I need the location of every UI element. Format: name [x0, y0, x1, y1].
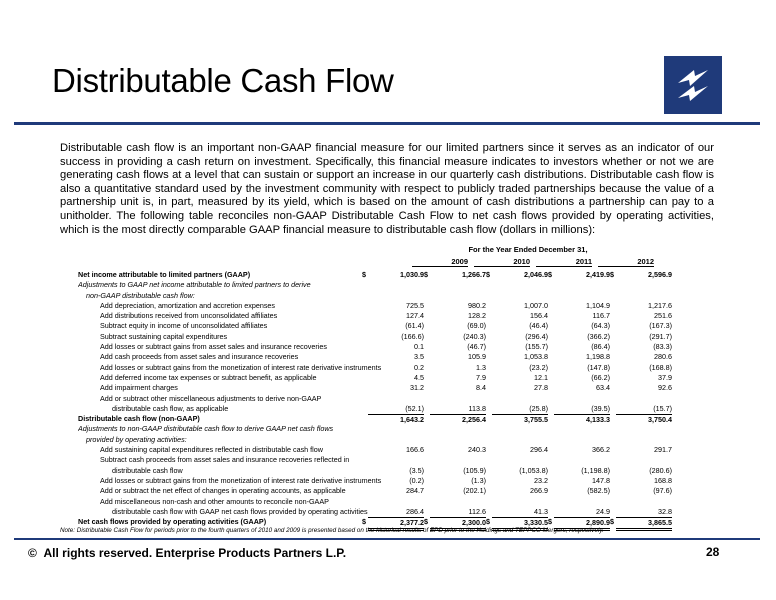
table-cell: (0.2) — [409, 475, 424, 485]
table-cell: 240.3 — [468, 445, 486, 455]
table-cell: (15.7) — [653, 403, 672, 413]
currency-symbol: $ — [424, 517, 428, 527]
table-cell: 63.4 — [596, 383, 610, 393]
table-row — [78, 270, 672, 280]
table-cell: (46.7) — [467, 342, 486, 352]
table-cell: (3.5) — [409, 465, 424, 475]
row-label: Add or subtract other miscellaneous adjustments to derive non-GAAP — [100, 393, 322, 403]
table-row — [78, 465, 672, 476]
table-cell: 128.2 — [468, 311, 486, 321]
table-cell: (202.1) — [463, 486, 486, 496]
row-label: Add sustaining capital expenditures reflected in distributable cash flow — [100, 445, 323, 455]
table-row — [78, 435, 662, 445]
table-row — [78, 455, 662, 465]
table-cell: 12.1 — [534, 372, 548, 382]
table-cell: 4.5 — [414, 372, 424, 382]
table-row — [78, 342, 672, 352]
table-cell: (69.0) — [467, 321, 486, 331]
table-cell: 32.8 — [658, 506, 672, 516]
table-cell: 8.4 — [476, 383, 486, 393]
currency-symbol: $ — [610, 270, 614, 279]
table-cell: 2,256.4 — [430, 414, 486, 425]
table-cell: 1,266.7 — [462, 270, 486, 279]
row-label: Subtract sustaining capital expenditures — [100, 331, 228, 341]
table-cell: 127.4 — [406, 311, 424, 321]
table-cell: 27.8 — [534, 383, 548, 393]
enterprise-logo-icon — [664, 56, 722, 114]
table-row — [78, 331, 672, 342]
table-row — [78, 414, 672, 425]
table-cell: 31.2 — [410, 383, 424, 393]
table-cell: 2,046.9 — [524, 270, 548, 279]
table-cell: 168.8 — [654, 475, 672, 485]
row-label: Add cash proceeds from asset sales and insurance recoveries — [100, 352, 299, 362]
table-cell: 113.8 — [468, 403, 486, 413]
table-row — [78, 486, 672, 496]
table-cell: 41.3 — [534, 506, 548, 516]
table-cell: (582.5) — [587, 486, 610, 496]
table-row — [78, 394, 662, 404]
currency-symbol: $ — [362, 517, 366, 527]
currency-symbol: $ — [486, 270, 490, 279]
table-cell: (97.6) — [653, 486, 672, 496]
table-cell: 280.6 — [654, 352, 672, 362]
intro-paragraph: Distributable cash flow is an important non-GAAP financial measure for our limited partners since it serves as an indicator of our success in providing a cash return on investment. Specifically, this financial measure indicates to investors whether or not we are generating cash flows at a level that can sustain or support an increase in our quarterly cash distributions. Distributable cash flow is also a quantitative standard used by the investment community with respect to publicly traded partnerships because the value of a partnership unit is, in part, measured by its yield, which is based on the amount of cash distributions a partnership can pay to a unitholder. The following table reconciles non-GAAP Distributable Cash Flow to net cash flows provided by operating activities, which is the most directly comparable GAAP financial measure to distributable cash flow (dollars in millions): — [60, 142, 714, 236]
table-cell: 112.6 — [468, 506, 486, 516]
table-cell: (64.3) — [591, 321, 610, 331]
table-row — [78, 352, 672, 362]
table-cell: 105.9 — [468, 352, 486, 362]
row-label: Net cash flows provided by operating activities (GAAP) — [78, 517, 267, 527]
table-cell: 23.2 — [534, 475, 548, 485]
table-cell: (46.4) — [529, 321, 548, 331]
table-cell: 4,133.3 — [554, 414, 610, 425]
page-number: 28 — [706, 545, 720, 559]
year-header: 2012 — [598, 257, 654, 267]
row-label: Add depreciation, amortization and accretion expenses — [100, 300, 276, 310]
table-row — [78, 424, 662, 434]
table-cell: (66.2) — [591, 372, 610, 382]
row-label: Subtract cash proceeds from asset sales and insurance recoveries reflected in — [100, 455, 350, 465]
table-cell: (61.4) — [405, 321, 424, 331]
header-rule — [14, 122, 760, 125]
table-cell: (23.2) — [529, 362, 548, 372]
row-label: provided by operating activities: — [86, 434, 187, 444]
currency-symbol: $ — [424, 270, 428, 279]
table-cell: 266.9 — [530, 486, 548, 496]
currency-symbol: $ — [362, 270, 366, 279]
row-label: Net income attributable to limited partners (GAAP) — [78, 270, 251, 279]
table-cell: 7.9 — [476, 372, 486, 382]
table-note: Note: Distributable Cash Flow for periods prior to the fourth quarters of 2010 and 2009 is presented based on the historical results of EPD prior to the Holdings and TEPPCO Mergers, respectively. — [60, 527, 604, 534]
row-label: Add losses or subtract gains from the monetization of interest rate derivative instruments — [100, 475, 382, 485]
table-cell: 1,198.8 — [586, 352, 610, 362]
currency-symbol: $ — [548, 517, 552, 527]
row-label: Add or subtract the net effect of changes in operating accounts, as applicable — [100, 486, 346, 496]
table-cell: (240.3) — [463, 331, 486, 341]
table-cell: 3,865.5 — [616, 517, 672, 531]
row-label: Add impairment charges — [100, 383, 178, 393]
table-cell: (155.7) — [525, 342, 548, 352]
table-cell: (105.9) — [463, 465, 486, 475]
table-cell: (83.3) — [653, 342, 672, 352]
table-cell: (86.4) — [591, 342, 610, 352]
table-row — [78, 291, 662, 301]
table-cell: (166.6) — [401, 331, 424, 341]
copyright-icon: © — [28, 546, 37, 560]
table-row — [78, 372, 672, 383]
table-cell: 1,217.6 — [648, 300, 672, 310]
table-row — [78, 506, 672, 517]
table-cell: 1,104.9 — [586, 300, 610, 310]
table-cell: (296.4) — [525, 331, 548, 341]
row-label: Add losses or subtract gains from asset sales and insurance recoveries — [100, 342, 327, 352]
row-label: Add distributions received from unconsolidated affiliates — [100, 311, 278, 321]
table-cell: (39.5) — [591, 403, 610, 413]
table-cell: 284.7 — [406, 486, 424, 496]
table-row — [78, 300, 672, 311]
table-row — [78, 497, 662, 507]
table-row — [78, 321, 672, 331]
table-cell: (1,198.8) — [581, 465, 610, 475]
table-cell: 37.9 — [658, 372, 672, 382]
row-label: Add deferred income tax expenses or subtract benefit, as applicable — [100, 372, 317, 382]
table-cell: (291.7) — [649, 331, 672, 341]
table-cell: 147.8 — [592, 475, 610, 485]
year-header-row — [78, 257, 662, 267]
table-cell: (167.3) — [649, 321, 672, 331]
table-cell: 2,419.9 — [586, 270, 610, 279]
footer-rule — [14, 538, 760, 540]
page-title: Distributable Cash Flow — [52, 62, 394, 99]
table-cell: (147.8) — [587, 362, 610, 372]
row-label: Add miscellaneous non-cash and other amounts to reconcile non-GAAP — [100, 496, 329, 506]
table-row — [78, 517, 672, 528]
table-row — [78, 445, 672, 455]
table-cell: 0.1 — [414, 342, 424, 352]
table-cell: 291.7 — [654, 445, 672, 455]
table-cell: 1,007.0 — [524, 300, 548, 310]
table-cell: (280.6) — [649, 465, 672, 475]
copyright-footer — [28, 546, 346, 560]
table-cell: 166.6 — [406, 445, 424, 455]
period-header: For the Year Ended December 31, — [468, 245, 588, 254]
table-cell: 251.6 — [654, 311, 672, 321]
row-label: Distributable cash flow (non-GAAP) — [78, 414, 200, 424]
table-cell: 1,643.2 — [368, 414, 424, 425]
table-cell: 1,030.9 — [400, 270, 424, 279]
row-label: Adjustments to non-GAAP distributable cash flow to derive GAAP net cash flows — [78, 424, 334, 434]
table-cell: 3.5 — [414, 352, 424, 362]
row-label: Adjustments to GAAP net income attributable to limited partners to derive — [78, 280, 311, 290]
year-header: 2010 — [474, 257, 530, 267]
table-cell: 24.9 — [596, 506, 610, 516]
table-cell: 1,053.8 — [524, 352, 548, 362]
table-cell: (52.1) — [405, 403, 424, 413]
currency-symbol: $ — [486, 517, 490, 527]
table-cell: 2,596.9 — [648, 270, 672, 279]
table-cell: (168.8) — [649, 362, 672, 372]
currency-symbol: $ — [610, 517, 614, 527]
table-cell: (1.3) — [471, 475, 486, 485]
table-body — [78, 270, 672, 528]
table-row — [78, 311, 672, 321]
table-cell: 92.6 — [658, 383, 672, 393]
table-cell: 286.4 — [406, 506, 424, 516]
table-cell: 296.4 — [530, 445, 548, 455]
table-cell: 116.7 — [592, 311, 610, 321]
year-header: 2011 — [536, 257, 592, 267]
row-label: distributable cash flow — [112, 465, 183, 475]
row-label: Subtract equity in income of unconsolidated affiliates — [100, 321, 268, 331]
table-cell: (25.8) — [529, 403, 548, 413]
table-row — [78, 475, 672, 486]
table-cell: 3,750.4 — [616, 414, 672, 425]
table-cell: 2,890.9 — [554, 517, 610, 531]
table-cell: 2,300.0 — [430, 517, 486, 531]
year-header: 2009 — [412, 257, 468, 267]
row-label: non-GAAP distributable cash flow: — [86, 290, 195, 300]
table-cell: 156.4 — [530, 311, 548, 321]
table-row — [78, 362, 672, 373]
table-cell: 2,377.2 — [368, 517, 424, 531]
copyright-text: All rights reserved. Enterprise Products Partners L.P. — [43, 546, 347, 560]
table-cell: 0.2 — [414, 362, 424, 372]
row-label: Add losses or subtract gains from the monetization of interest rate derivative instruments — [100, 362, 382, 372]
table-cell: 980.2 — [468, 300, 486, 310]
table-cell: 3,330.5 — [492, 517, 548, 531]
row-label: distributable cash flow with GAAP net cash flows provided by operating activities — [112, 506, 368, 516]
row-label: distributable cash flow, as applicable — [112, 403, 229, 413]
table-cell: (366.2) — [587, 331, 610, 341]
table-cell: 1.3 — [476, 362, 486, 372]
table-row — [78, 383, 672, 393]
table-cell: 725.5 — [406, 300, 424, 310]
currency-symbol: $ — [548, 270, 552, 279]
table-cell: 3,755.5 — [492, 414, 548, 425]
table-row — [78, 403, 672, 414]
table-cell: (1,053.8) — [519, 465, 548, 475]
table-cell: 366.2 — [592, 445, 610, 455]
table-row — [78, 280, 662, 290]
